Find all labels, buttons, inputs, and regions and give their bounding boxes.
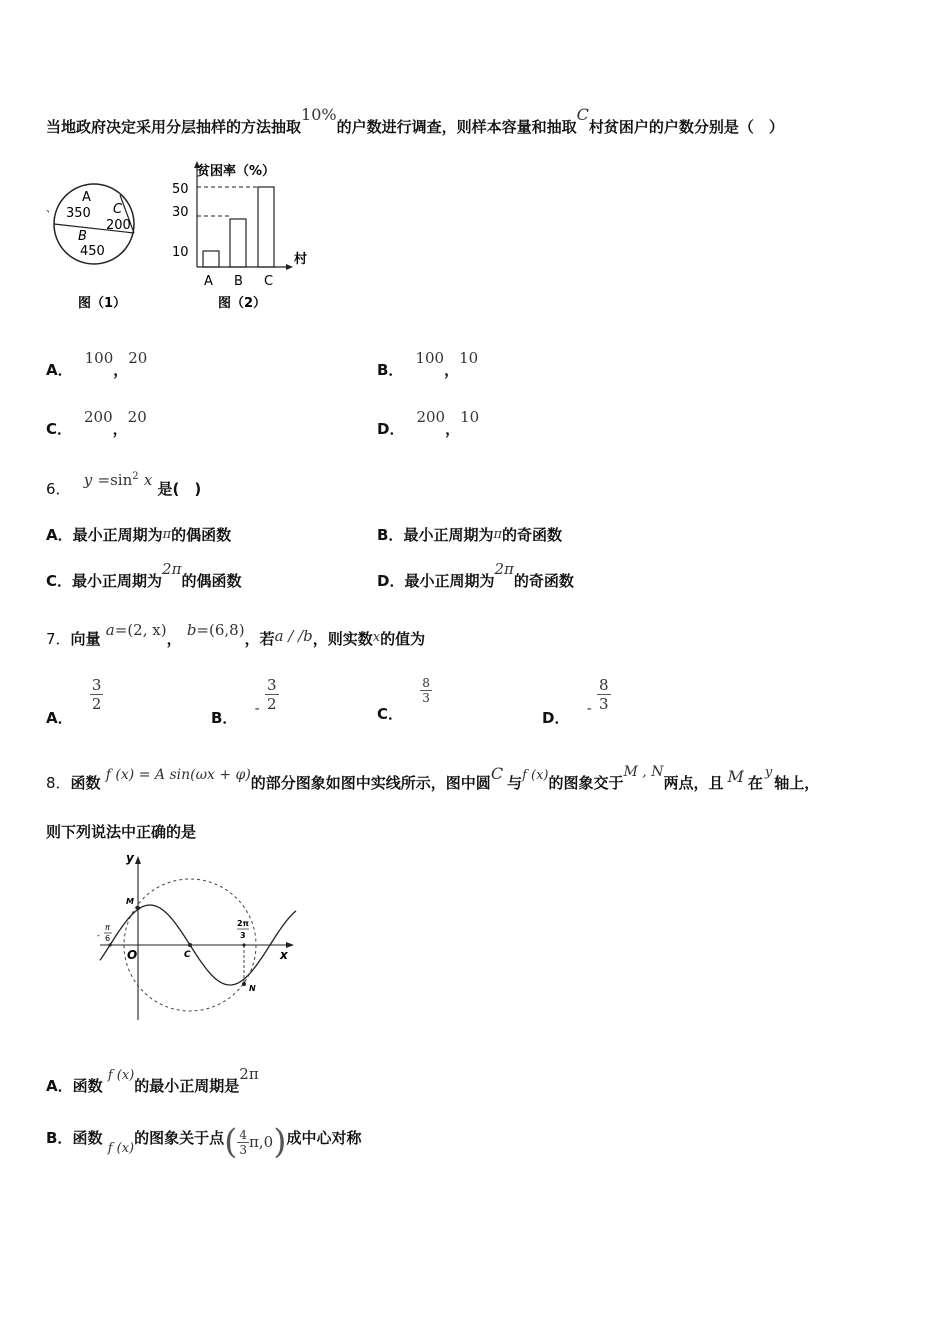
q8-label-neg-sign: -: [97, 931, 100, 940]
q7-cond: a / /b: [274, 627, 313, 645]
q7-tail: 的值为: [380, 630, 426, 648]
q8-mid5: 在: [747, 774, 763, 792]
pie-chart: [46, 184, 134, 311]
q5-village: C: [576, 105, 589, 124]
q8-option-b-post: 成中心对称: [286, 1128, 362, 1147]
q6-option-d-pre: 最小正周期为: [404, 572, 495, 590]
bar-x-arrow: [286, 264, 293, 270]
q5-option-b[interactable]: [377, 349, 479, 380]
bar-marks: [203, 187, 274, 267]
q7-pre: 向量: [70, 630, 101, 648]
q8-mid4: 两点，且: [663, 774, 724, 792]
q8-label-2pi3-den: 3: [240, 931, 246, 940]
q7-option-c-label: C．: [377, 705, 404, 723]
q7-cond-post: ，则实数: [312, 630, 373, 648]
q8-point-neg-pi6: [108, 943, 111, 946]
q8-mid3: 的图象交于: [548, 774, 624, 792]
q6-func-var: x: [143, 471, 153, 489]
q8-circle: C: [490, 764, 504, 783]
pie-label-c: C: [113, 202, 123, 217]
q8-points: M , N: [623, 764, 664, 780]
q6-option-b-label: B．: [377, 526, 404, 544]
q8-point-2pi3: [242, 943, 245, 946]
q8-point-n: [242, 982, 246, 986]
q5-sample-pct: 10%: [301, 105, 337, 124]
q5-option-b-v2: 10: [459, 349, 479, 367]
q7-option-d[interactable]: [542, 676, 611, 727]
q8-mid6: 轴上，: [774, 774, 820, 792]
q8-y-arrow: [135, 856, 141, 864]
q7-option-b-num: 3: [266, 676, 277, 694]
q6-option-a[interactable]: [46, 524, 231, 545]
bar-b: [230, 219, 246, 267]
q8-stem-line2: 则下列说法中正确的是: [46, 823, 197, 841]
q8-point-m: [136, 906, 140, 910]
q7-option-b-sign: -: [254, 699, 260, 717]
q7-option-d-den: 3: [599, 695, 609, 713]
q8-graph: [96, 848, 306, 1026]
q5-stem-part1: 当地政府决定采用分层抽样的方法抽取: [46, 118, 302, 136]
q5-option-b-v1: 100: [415, 349, 445, 367]
bar-ytick-50: 50: [172, 182, 189, 197]
bar-caption: 图（2）: [218, 296, 267, 311]
q8-option-b-fx: f (x): [107, 1140, 135, 1156]
q7-number: 7．: [46, 630, 71, 648]
q8-func: f (x) = A sin(ωx + φ): [105, 767, 251, 783]
q7-option-c[interactable]: [377, 676, 432, 723]
q6-option-d-math: 2π: [494, 560, 514, 578]
bar-cat-b: B: [234, 274, 243, 289]
q6-option-c-math: 2π: [162, 560, 182, 578]
q7-option-a-den: 2: [91, 695, 102, 713]
q6-option-c-pre: 最小正周期为: [72, 572, 163, 590]
bar-ytick-30: 30: [172, 205, 189, 220]
q8-option-b-lparen: (: [224, 1122, 238, 1162]
q5-option-a-v2: 20: [128, 349, 148, 367]
pie-label-a: A: [82, 190, 91, 205]
q7-option-c-den: 3: [422, 691, 430, 705]
q8-label-origin: O: [127, 948, 138, 962]
q7-option-b-den: 2: [266, 695, 277, 713]
q5-option-a-sep: ，: [113, 361, 129, 379]
q5-stem: [46, 105, 784, 137]
q8-label-y: y: [126, 851, 134, 865]
q6-option-b[interactable]: [377, 524, 562, 545]
q6-option-b-post: 的奇函数: [502, 526, 563, 544]
q6-number: 6．: [46, 480, 71, 498]
q6-option-d-label: D．: [377, 572, 405, 590]
q8-option-a-fx: f (x): [107, 1068, 135, 1083]
q6-option-a-math: π: [162, 527, 172, 542]
q5-option-b-label: B．: [377, 361, 404, 379]
q8-option-b-pt: π,0: [249, 1133, 274, 1151]
q6-option-c-label: C．: [46, 572, 73, 590]
q8-label-2pi3-num: 2π: [237, 919, 249, 928]
q5-option-c-sep: ，: [112, 420, 128, 438]
q8-label-pi6-num: π: [105, 923, 110, 932]
q5-option-c-label: C．: [46, 420, 73, 438]
q7-option-d-sign: -: [586, 699, 592, 717]
q8-stem-line1: [46, 764, 820, 793]
q6-option-b-math: π: [493, 527, 502, 542]
q7-vec-b-val: =(6,8): [196, 621, 245, 639]
q7-cond-pre: ，若: [244, 630, 275, 648]
bar-xlabel: 村: [294, 252, 308, 267]
q6-option-b-pre: 最小正周期为: [403, 526, 494, 544]
q5-option-a-v1: 100: [84, 349, 114, 367]
q7-vec-b: b: [186, 621, 197, 639]
q8-option-a-pre: 函数: [72, 1077, 103, 1095]
bar-ylabel: 贫困率（%）: [197, 164, 276, 179]
q8-option-b-num: 4: [239, 1127, 248, 1142]
q5-option-d-v1: 200: [416, 408, 446, 426]
bar-a: [203, 251, 219, 267]
q7-var: x: [372, 630, 381, 645]
q8-option-b-pre: 函数: [72, 1128, 103, 1147]
q8-label-c: C: [184, 950, 191, 960]
q7-comma: ，: [166, 630, 182, 648]
q8-label-n: N: [249, 984, 256, 993]
q5-option-d-v2: 10: [460, 408, 480, 426]
q5-stem-part2: 的户数进行调查，则样本容量和抽取: [336, 118, 577, 136]
q8-point-c: [188, 943, 192, 947]
q8-label-x: x: [280, 948, 288, 962]
q7-option-a-label: A．: [46, 709, 73, 727]
q6-func-eq: =sin: [97, 471, 133, 489]
q7-option-b-label: B．: [211, 709, 238, 727]
q6-option-a-label: A．: [46, 526, 73, 544]
pie-caption: 图（1）: [78, 296, 127, 311]
q6-option-a-post: 的偶函数: [171, 526, 232, 544]
bar-chart: [172, 161, 307, 311]
q5-option-d[interactable]: [377, 408, 480, 439]
q7-vec-a: a: [105, 621, 115, 639]
pie-value-b: 450: [80, 244, 105, 259]
bar-c: [258, 187, 274, 267]
q8-option-a-label: A．: [46, 1077, 73, 1095]
q5-option-d-sep: ，: [445, 420, 461, 438]
pie-value-a: 350: [66, 206, 91, 221]
pie-label-b: B: [78, 229, 87, 244]
q8-mid1: 的部分图象如图中实线所示，图中圆: [250, 774, 491, 792]
q5-option-c-v1: 200: [84, 408, 113, 426]
q5-figures: [40, 155, 320, 315]
q8-pre: 函数: [70, 774, 101, 792]
bar-cat-c: C: [264, 274, 274, 289]
q7-option-c-num: 8: [422, 676, 430, 690]
q6-func-lhs: y: [83, 471, 93, 489]
q7-option-d-num: 8: [599, 676, 609, 694]
q8-option-b-den: 3: [239, 1142, 248, 1157]
q6-tail: 是( ): [157, 480, 202, 498]
q8-option-a-mid: 的最小正周期是: [134, 1077, 240, 1095]
q8-label-pi6-den: 6: [105, 934, 111, 943]
q7-option-a-num: 3: [91, 676, 102, 694]
q5-option-b-sep: ，: [444, 361, 460, 379]
q6-stem: [46, 471, 202, 499]
q7-option-a[interactable]: [46, 676, 103, 727]
q8-number: 8．: [46, 774, 71, 792]
q6-func-exp: 2: [132, 471, 139, 482]
q8-option-a[interactable]: [46, 1065, 259, 1096]
q5-stem-part3: 村贫困户的户数分别是（ ）: [588, 118, 784, 136]
q5-option-a[interactable]: [46, 349, 148, 380]
q6-option-c-post: 的偶函数: [181, 572, 242, 590]
q8-option-b-label: B．: [46, 1128, 73, 1147]
q7-option-b[interactable]: [211, 676, 279, 727]
q8-option-b[interactable]: [46, 1122, 361, 1162]
q7-vec-a-val: =(2, x): [114, 621, 167, 639]
pie-stray-mark: 、: [46, 204, 56, 215]
q8-m: M: [727, 767, 744, 786]
pie-value-c: 200: [106, 218, 131, 233]
q8-y: y: [764, 765, 773, 780]
q5-option-c[interactable]: [46, 408, 147, 439]
q7-option-d-label: D．: [542, 709, 570, 727]
q8-fx: f (x): [522, 768, 549, 783]
q8-mid2: 与: [507, 774, 523, 792]
q5-option-a-label: A．: [46, 361, 73, 379]
q8-option-b-rparen: ): [273, 1122, 287, 1162]
q5-option-d-label: D．: [377, 420, 405, 438]
q6-option-d[interactable]: [377, 560, 574, 591]
q5-option-c-v2: 20: [127, 408, 147, 426]
q8-option-a-val: 2π: [239, 1065, 259, 1083]
q6-option-a-pre: 最小正周期为: [72, 526, 163, 544]
q6-option-d-post: 的奇函数: [513, 572, 574, 590]
q6-option-c[interactable]: [46, 560, 242, 591]
bar-ytick-10: 10: [172, 245, 189, 260]
q7-stem: [46, 621, 426, 649]
q8-option-b-mid: 的图象关于点: [134, 1128, 225, 1147]
q8-label-m: M: [126, 897, 134, 906]
bar-cat-a: A: [204, 274, 213, 289]
